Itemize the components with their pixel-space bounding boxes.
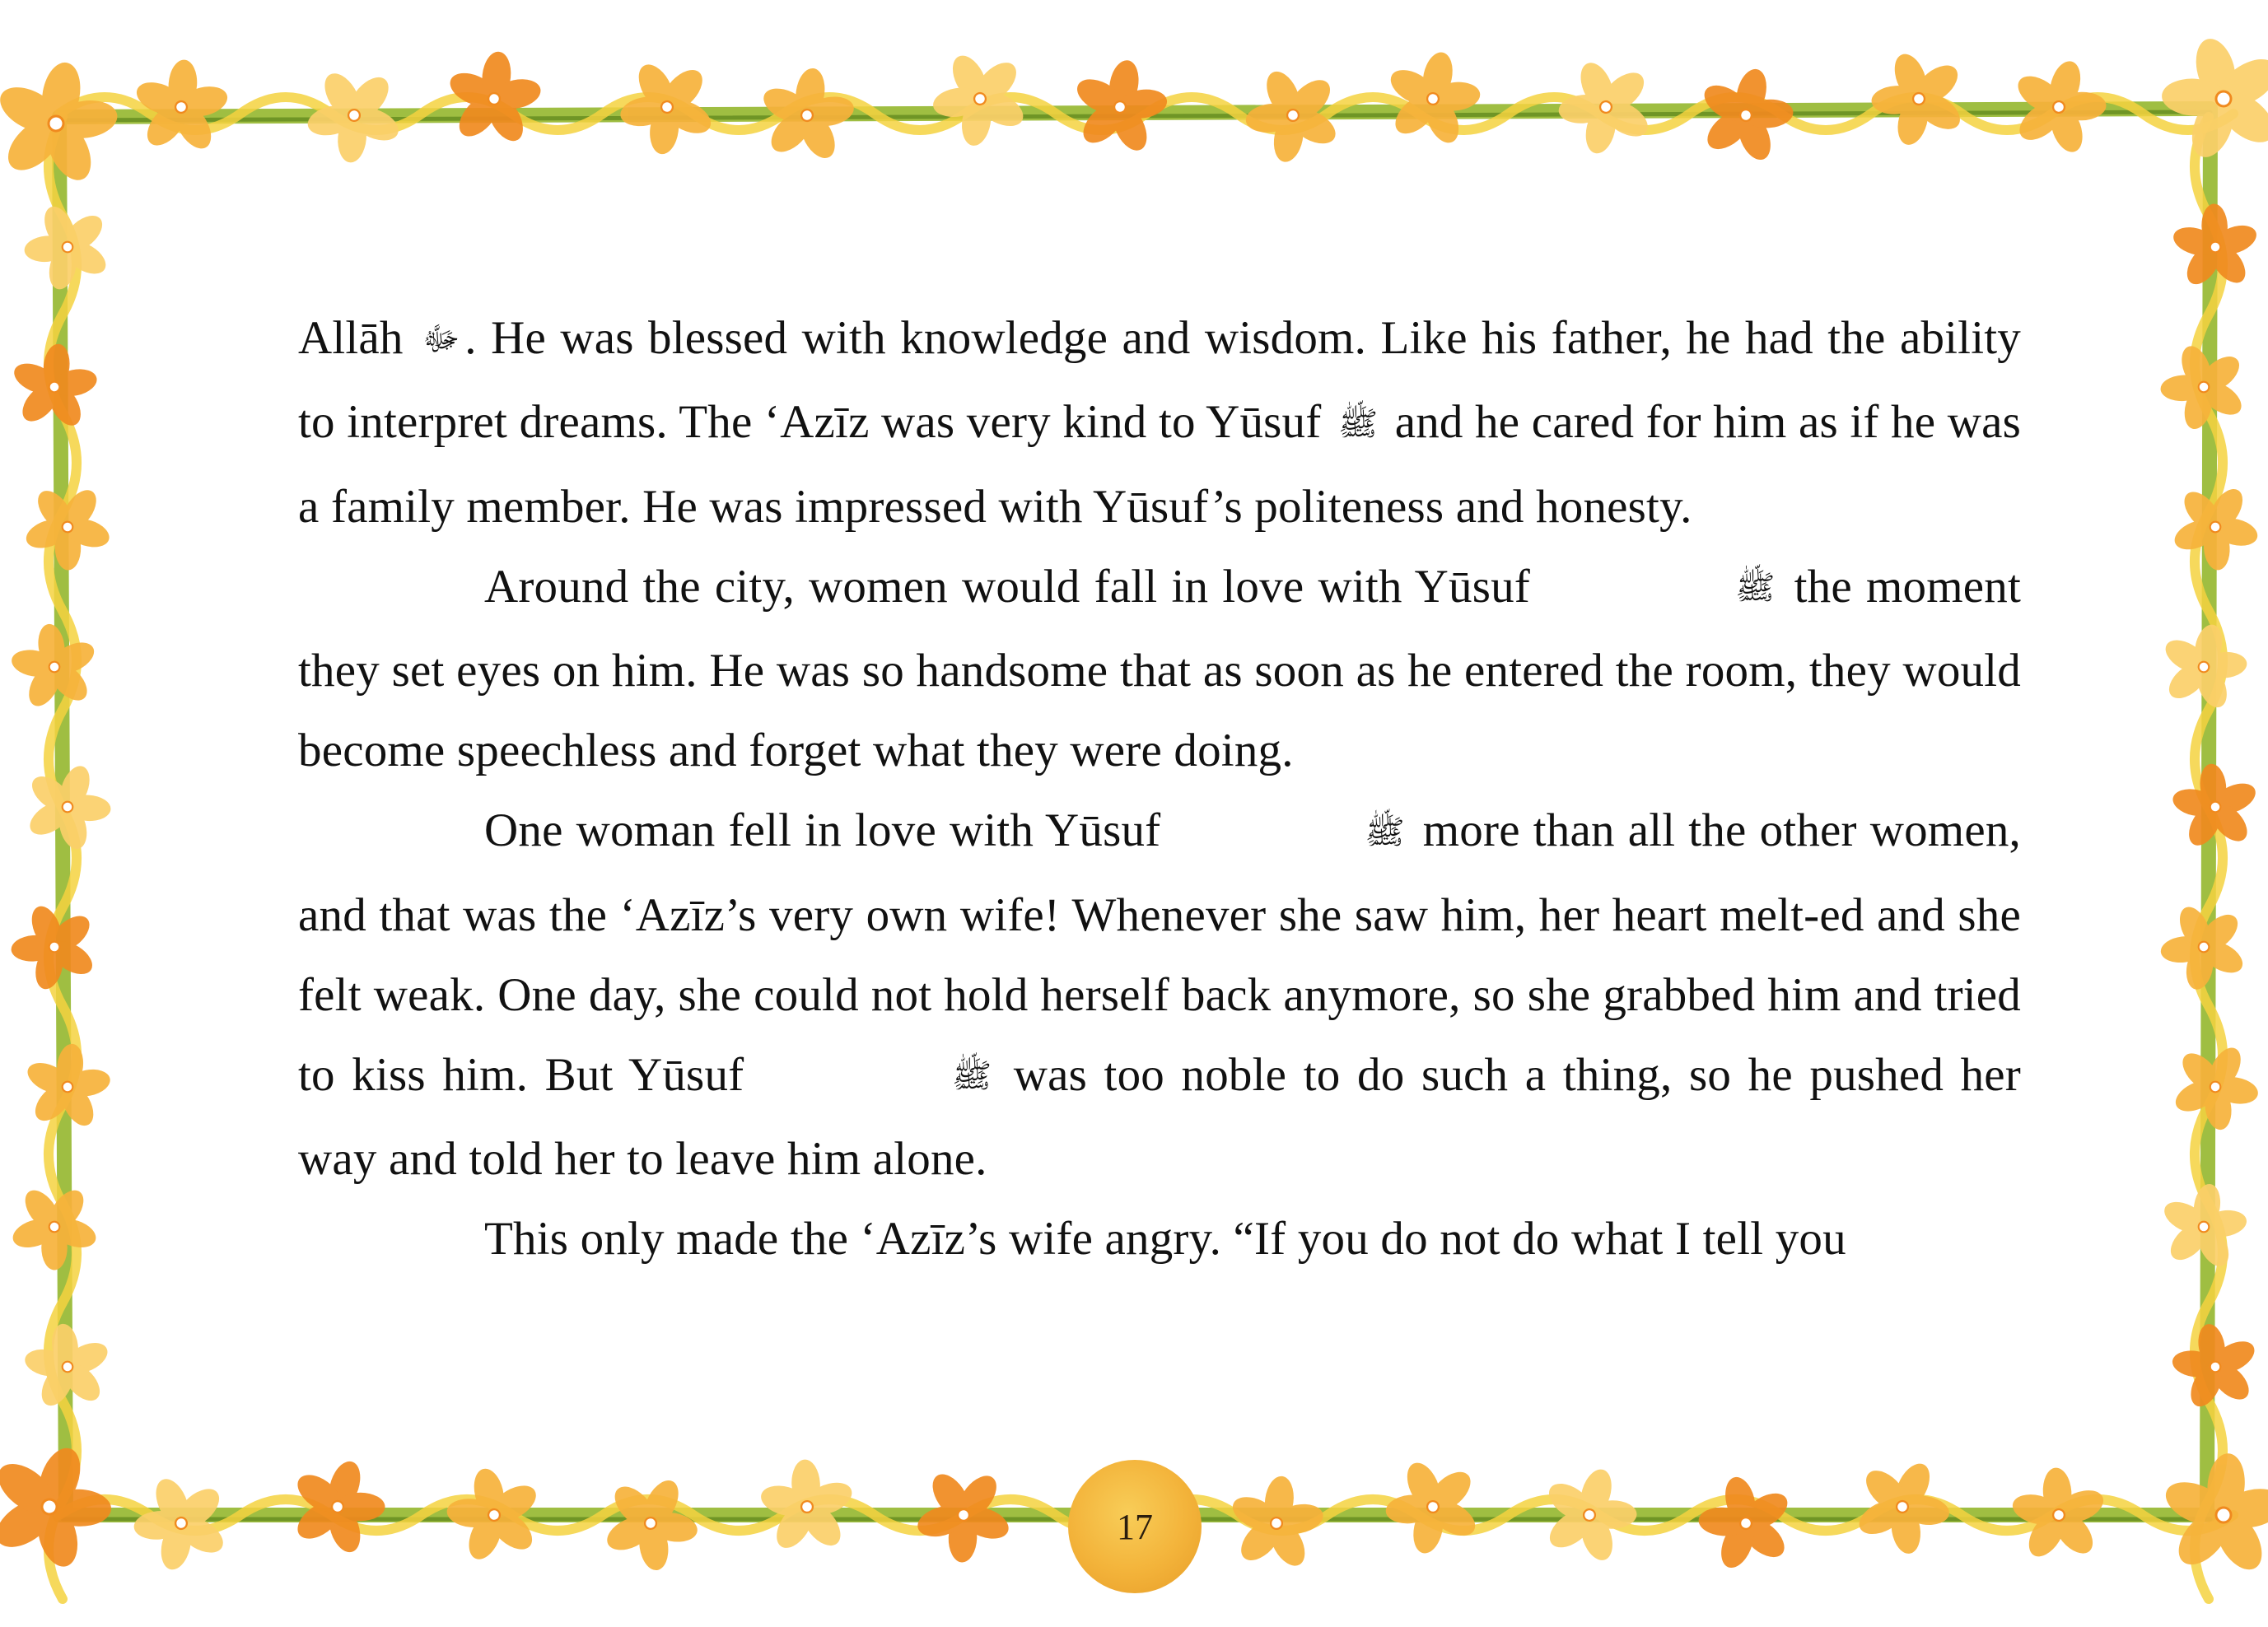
flower-icon [912, 1466, 1015, 1564]
text-run: Around the city, women would fall in love with Yūsuf [484, 560, 1545, 613]
text-run: Allāh [298, 312, 418, 364]
paragraph [298, 298, 2021, 547]
honorific-icon: ﷻ [422, 320, 460, 358]
flower-icon [596, 1466, 706, 1580]
text-run: This only made the ‘Azīz’s wife angry. “If you do not do what I tell you [484, 1213, 1846, 1266]
honorific-icon: ﷺ [1365, 813, 1405, 851]
text-run: was too noble to do such a thing, so he pushed her way and told her to leave him alone. [298, 1048, 2021, 1186]
flower-icon [0, 52, 130, 195]
paragraph [298, 790, 2021, 1199]
flower-icon [7, 186, 128, 308]
honorific-icon: ﷺ [951, 1057, 992, 1095]
flower-icon [1208, 1456, 1345, 1592]
text-run: and he cared for him as if he was a family member. He was impressed with Yūsuf’s politeness and honesty. [298, 396, 2021, 533]
text-run: more than all the other women, and that was the ‘Azīz’s very own wife! Whenever she saw him, her heart melt-ed and she felt weak. One day, she could not hold herself back anymore, so she grabbed him and tried to kiss him. But Yūsuf [298, 804, 2021, 1101]
page-number-badge [1068, 1460, 1202, 1593]
flower-icon [1859, 41, 1978, 157]
text-run: One woman fell in love with Yūsuf [484, 804, 1174, 857]
honorific-icon: ﷺ [1735, 569, 1776, 607]
flower-icon [1381, 1452, 1485, 1560]
text-run: . He was blessed with knowledge and wisdom. Like his father, he had the ability to interpret dreams. The ‘Azīz was very kind to Yūsuf [298, 312, 2021, 449]
paragraph [298, 547, 2021, 790]
flower-icon [2145, 22, 2268, 174]
flower-icon [276, 1447, 399, 1567]
flower-icon [2166, 1316, 2263, 1417]
flower-icon [0, 1427, 131, 1586]
text-run: the moment they set eyes on him. He was so handsome that as soon as he entered the room, they would become speechless and forget what they were doing. [298, 560, 2021, 777]
page-number: 17 [1117, 1506, 1153, 1547]
paragraph [298, 1199, 2021, 1279]
story-text [298, 298, 2021, 1279]
honorific-icon: ﷺ [1337, 404, 1379, 442]
